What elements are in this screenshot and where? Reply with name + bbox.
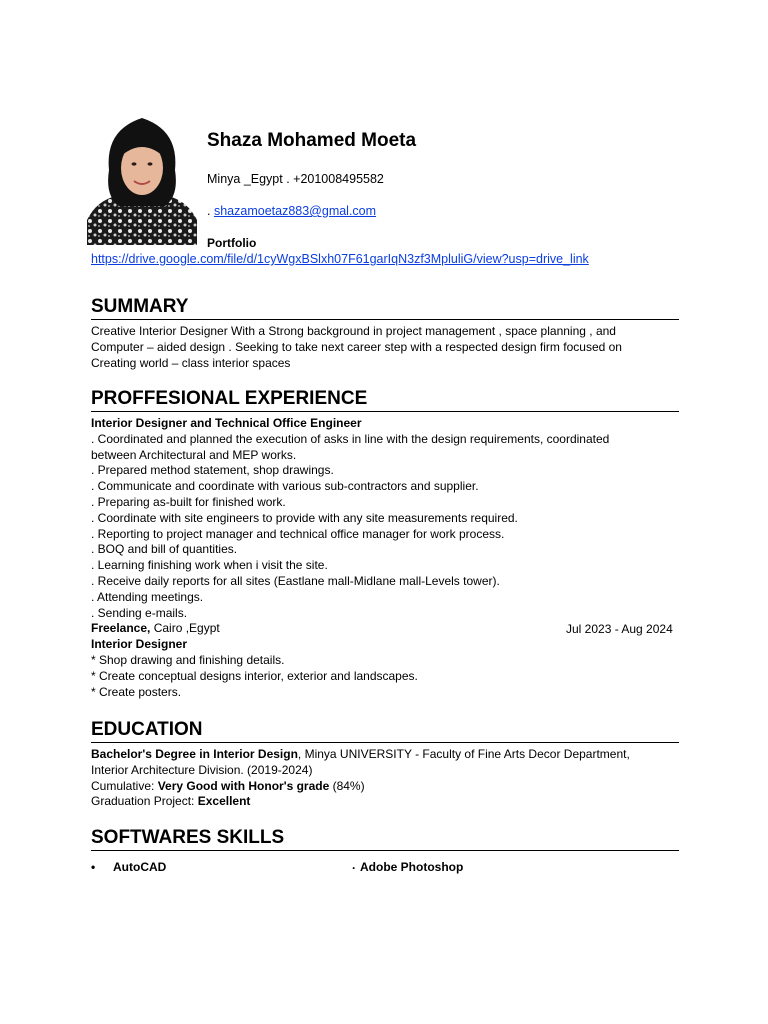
job2-location: Cairo ,Egypt (150, 621, 220, 636)
email-link[interactable]: shazamoetaz883@gmal.com (213, 204, 377, 218)
education-text (91, 747, 630, 810)
cumulative-percent: (84%) (329, 778, 365, 793)
summary-line: Creative Interior Designer With a Strong background in project management , space planning , and (91, 324, 616, 338)
degree-line-2: Interior Architecture Division. (2019-2024) (91, 762, 313, 777)
degree-name: Bachelor's Degree in Interior Design (91, 747, 298, 761)
skill-bullet-1: • (91, 860, 96, 874)
job1-line: . Learning finishing work when i visit the site. (91, 558, 328, 573)
job1-line: . Sending e-mails. (91, 605, 188, 620)
job2-line: * Create conceptual designs interior, exterior and landscapes. (91, 668, 418, 683)
email-line (207, 204, 376, 218)
job2-line: * Create posters. (91, 684, 182, 699)
email-prefix: . (207, 204, 211, 218)
job1-line: between Architectural and MEP works. (91, 447, 297, 462)
project-line (91, 794, 630, 810)
job1-line: . Communicate and coordinate with various sub-contractors and supplier. (91, 479, 479, 494)
experience-heading: PROFFESIONAL EXPERIENCE (91, 388, 679, 412)
skill-item-autocad: AutoCAD (113, 860, 167, 874)
job2-company-line (91, 621, 609, 637)
cumulative-label: Cumulative: (91, 778, 158, 793)
summary-line: Computer – aided design . Seeking to take next career step with a respected design firm focused on (91, 339, 622, 354)
candidate-name: Shaza Mohamed Moeta (207, 130, 417, 151)
job1-title: Interior Designer and Technical Office Engineer (91, 416, 362, 430)
degree-detail: , Minya UNIVERSITY - Faculty of Fine Arts Decor Department, (297, 747, 630, 761)
skill-bullet-2: . (352, 858, 356, 872)
job2-line: * Shop drawing and finishing details. (91, 652, 285, 667)
skills-heading: SOFTWARES SKILLS (91, 827, 679, 851)
profile-photo-drawing (87, 108, 197, 245)
job2-company: Freelance, (91, 621, 151, 636)
experience-job1 (91, 416, 609, 700)
job1-line: . Preparing as-built for finished work. (91, 494, 286, 509)
job1-line: . Coordinate with site engineers to provide with any site measurements required. (91, 510, 518, 525)
degree-line (91, 747, 630, 763)
location-phone: Minya _Egypt . +201008495582 (207, 172, 384, 186)
portfolio-label: Portfolio (207, 236, 257, 250)
job2-title: Interior Designer (91, 637, 188, 652)
job2-dates: Jul 2023 - Aug 2024 (566, 622, 673, 637)
cumulative-value: Very Good with Honor's grade (157, 778, 330, 793)
summary-text (91, 324, 622, 371)
job1-line: . Receive daily reports for all sites (Eastlane mall-Midlane mall-Levels tower). (91, 573, 500, 588)
cumulative-line (91, 779, 630, 795)
profile-photo (87, 108, 197, 245)
skill-item-photoshop: Adobe Photoshop (360, 860, 464, 874)
job1-line: . BOQ and bill of quantities. (91, 542, 238, 557)
job1-line: . Attending meetings. (91, 589, 204, 604)
summary-line: Creating world – class interior spaces (91, 355, 291, 370)
project-label: Graduation Project: (91, 794, 198, 809)
summary-heading: SUMMARY (91, 296, 679, 320)
job1-line: . Prepared method statement, shop drawings. (91, 463, 334, 478)
project-value: Excellent (197, 794, 251, 809)
education-heading: EDUCATION (91, 719, 679, 743)
portfolio-link[interactable]: https://drive.google.com/file/d/1cyWgxBSlxh07F61garIqN3zf3MpluliG/view?usp=drive_link (91, 252, 589, 266)
job1-line: . Reporting to project manager and technical office manager for work process. (91, 526, 505, 541)
job1-line: . Coordinated and planned the execution of asks in line with the design requirements, coordinated (91, 431, 610, 446)
